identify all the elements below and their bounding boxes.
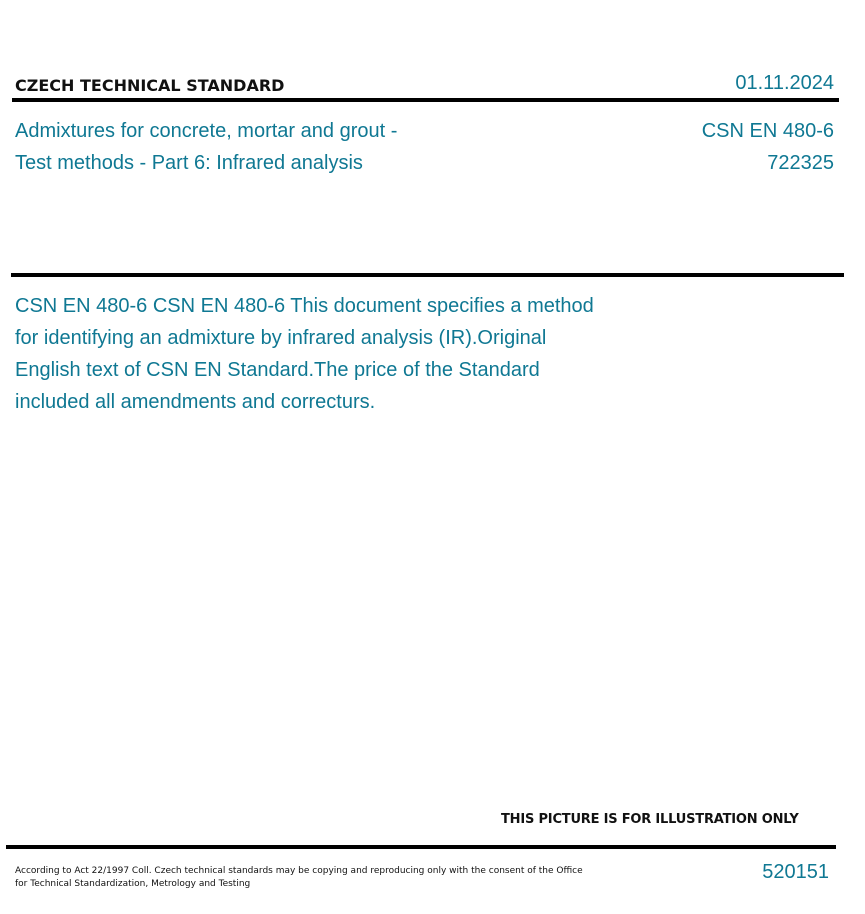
header-divider — [12, 98, 839, 102]
description-line: CSN EN 480-6 CSN EN 480-6 This document specifies a method — [15, 295, 594, 317]
classification-number: 722325 — [767, 152, 834, 174]
document-code: 520151 — [762, 861, 829, 883]
description-line: English text of CSN EN Standard.The price of the Standard — [15, 359, 540, 381]
standard-subject — [15, 115, 495, 179]
legal-notice-line: for Technical Standardization, Metrology and Testing — [15, 879, 251, 889]
section-divider — [11, 273, 844, 277]
subject-line: Test methods - Part 6: Infrared analysis — [15, 152, 363, 174]
standard-designation: CSN EN 480-6 — [701, 120, 834, 142]
standard-category-title: CZECH TECHNICAL STANDARD — [15, 76, 285, 95]
publication-date: 01.11.2024 — [735, 72, 834, 94]
description-line: for identifying an admixture by infrared analysis (IR).Original — [15, 327, 547, 349]
standard-identifiers — [702, 115, 834, 179]
footer-divider — [6, 845, 836, 849]
description-line: included all amendments and correcturs. — [15, 391, 376, 413]
legal-notice-line: According to Act 22/1997 Coll. Czech technical standards may be copying and reproducing only with the consent of the Office — [15, 866, 583, 876]
standard-description — [15, 290, 675, 418]
subject-line: Admixtures for concrete, mortar and grout - — [15, 120, 398, 142]
legal-notice — [15, 865, 595, 891]
illustration-disclaimer: THIS PICTURE IS FOR ILLUSTRATION ONLY — [501, 812, 799, 827]
